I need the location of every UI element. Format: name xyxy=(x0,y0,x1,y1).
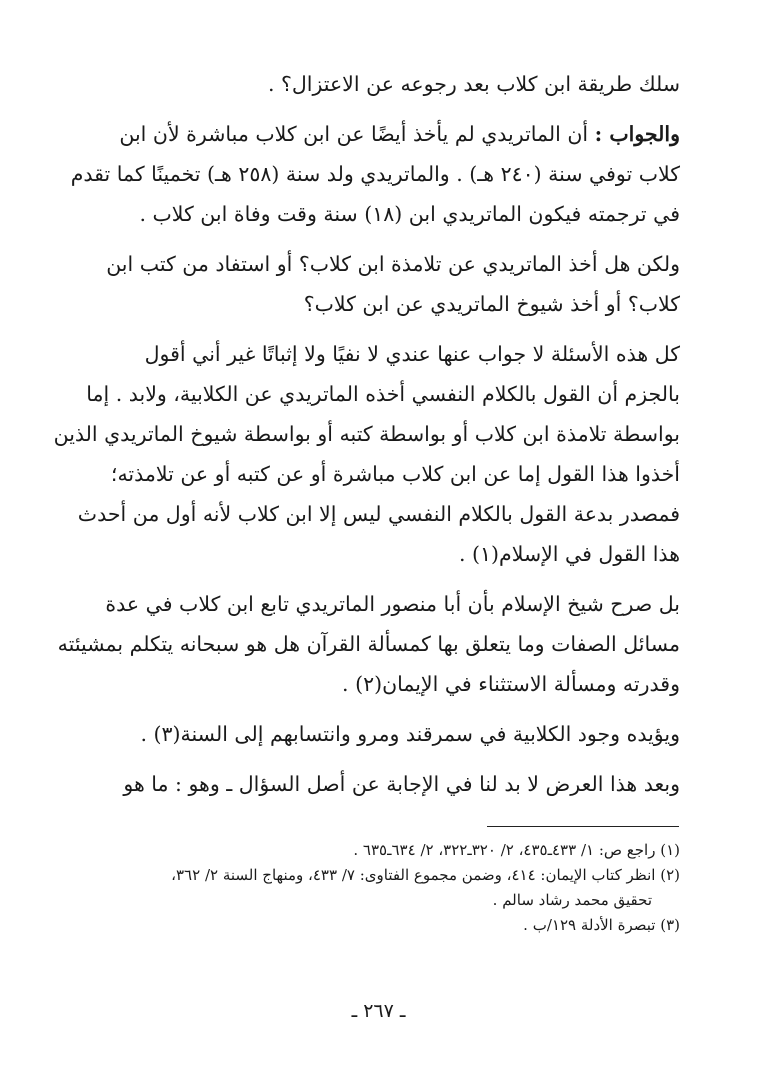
text-line: في ترجمته فيكون الماتريدي ابن (١٨) سنة وقت وفاة ابن كلاب . xyxy=(139,202,680,226)
text-line: فمصدر بدعة القول بالكلام النفسي ليس إلا ابن كلاب لأنه أول من أحدث xyxy=(77,502,680,526)
text-line: بالجزم أن القول بالكلام النفسي أخذه الماتريدي عن الكلابية، ولابد . إما xyxy=(86,382,680,406)
text-line: أن الماتريدي لم يأخذ أيضًا عن ابن كلاب مباشرة لأن ابن xyxy=(119,122,589,146)
text-line: وبعد هذا العرض لا بد لنا في الإجابة عن أصل السؤال ـ وهو : ما هو xyxy=(123,772,680,796)
text-line: بل صرح شيخ الإسلام بأن أبا منصور الماتريدي تابع ابن كلاب في عدة xyxy=(105,592,680,616)
text-line: سلك طريقة ابن كلاب بعد رجوعه عن الاعتزال؟ . xyxy=(267,72,680,96)
footnotes xyxy=(96,838,680,938)
text-line: مسائل الصفات وما يتعلق بها كمسألة القرآن هل هو سبحانه يتكلم بمشيئته xyxy=(57,632,680,656)
main-text xyxy=(53,64,680,804)
footnote-3: (٣) تبصرة الأدلة ١٢٩/ب . xyxy=(523,916,680,934)
footnote-2-continued: تحقيق محمد رشاد سالم . xyxy=(492,891,652,909)
text-line: هذا القول في الإسلام(١) . xyxy=(458,542,680,566)
footnote-divider xyxy=(487,826,679,827)
footnote-2: (٢) انظر كتاب الإيمان: ٤١٤، وضمن مجموع الفتاوى: ٧/ ٤٣٣، ومنهاج السنة ٢/ ٣٦٢، xyxy=(171,866,680,884)
text-line: ولكن هل أخذ الماتريدي عن تلامذة ابن كلاب؟ أو استفاد من كتب ابن xyxy=(106,252,680,276)
page-number: ـ ٢٦٧ ـ xyxy=(351,1000,406,1022)
text-line: أخذوا هذا القول إما عن ابن كلاب مباشرة أو عن كتبه أو عن تلامذته؛ xyxy=(110,462,680,486)
text-line: كلاب توفي سنة (٢٤٠ هـ) . والماتريدي ولد سنة (٢٥٨ هـ) تخمينًا كما تقدم xyxy=(70,162,680,186)
text-line: بواسطة تلامذة ابن كلاب أو بواسطة كتبه أو بواسطة شيوخ الماتريدي الذين xyxy=(53,422,680,446)
text-line: كل هذه الأسئلة لا جواب عنها عندي لا نفيًا ولا إثباتًا غير أني أقول xyxy=(144,342,680,366)
text-line: كلاب؟ أو أخذ شيوخ الماتريدي عن ابن كلاب؟ xyxy=(303,292,680,316)
text-line: وقدرته ومسألة الاستثناء في الإيمان(٢) . xyxy=(342,672,680,696)
answer-label: والجواب : xyxy=(594,122,680,146)
footnote-1: (١) راجع ص: ١/ ٤٣٣ـ٤٣٥، ٢/ ٣٢٠ـ٣٢٢، ٢/ ٦٣٤ـ٦٣٥ . xyxy=(353,841,680,859)
text-line-answer xyxy=(96,114,680,154)
text-line: ويؤيده وجود الكلابية في سمرقند ومرو وانتسابهم إلى السنة(٣) . xyxy=(140,722,680,746)
